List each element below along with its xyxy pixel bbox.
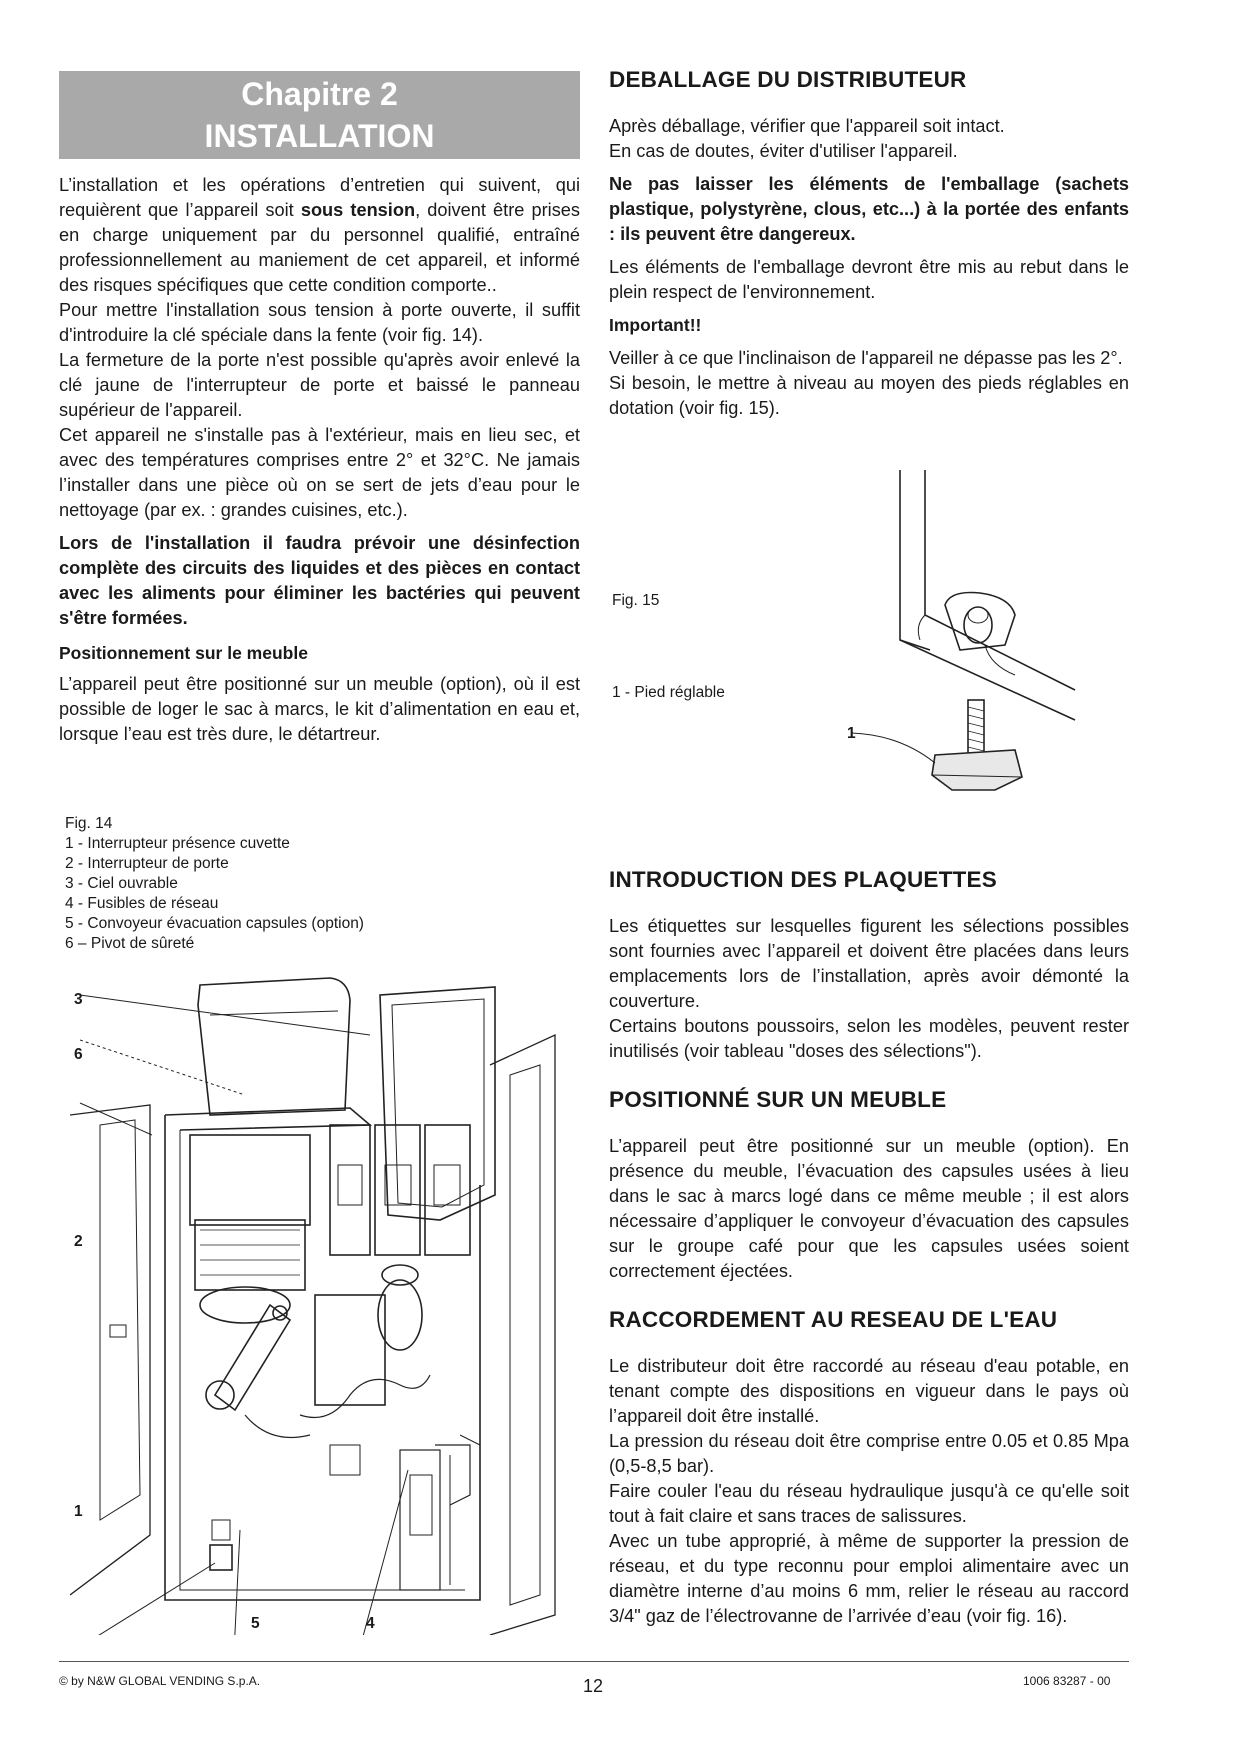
furniture-subheading: Positionnement sur le meuble [59,643,308,663]
chapter-number: Chapitre 2 [241,76,398,112]
intro-bold: sous tension [300,200,416,220]
fig15-caption: Fig. 15 [612,592,660,609]
environment-paragraph: Cet appareil ne s'installe pas à l'extérieur, mais en lieu sec, et avec des températures comprises entre 2° et 32°C. Ne jamais l’installer dans une pièce où on se sert de jets d’eau pour le nettoyage (par ex. : grandes cuisines, etc.). [59,425,580,520]
footer-divider [59,1661,1129,1662]
fig14-item: 4 - Fusibles de réseau [65,895,219,912]
flush-paragraph: Faire couler l'eau du réseau hydraulique jusqu'à ce qu'elle soit tout à fait claire et sans traces de salissures. [609,1481,1129,1526]
fig15-callout: 1 [847,725,856,742]
fig14-item: 5 - Convoyeur évacuation capsules (option) [65,915,364,932]
fig15-legend: 1 - Pied réglable [612,684,725,701]
fig14-callout: 6 [74,1046,83,1063]
left-column [59,71,580,747]
disposal-paragraph: Les éléments de l'emballage devront être mis au rebut dans le plein respect de l'environnement. [609,257,1129,302]
raccordement-heading: RACCORDEMENT AU RESEAU DE L'EAU [609,1307,1058,1332]
fig14-callout: 2 [74,1233,83,1250]
fig14-legend [65,814,364,954]
buttons-paragraph: Certains boutons poussoirs, selon les modèles, peuvent rester inutilisés (voir tableau "doses des sélections"). [609,1016,1129,1061]
plaquettes-paragraph: Les étiquettes sur lesquelles figurent les sélections possibles sont fournies avec l’appareil et doivent être placées dans leurs emplacements lors de l’installation, après avoir démonté la couverture. [609,916,1129,1011]
page-number: 12 [583,1676,604,1696]
fig14-item: 1 - Interrupteur présence cuvette [65,835,290,852]
tube-paragraph: Avec un tube approprié, à même de supporter la pression de réseau, et du type reconnu pour emploi alimentaire avec un diamètre interne d’au moins 6 mm, relier le réseau au raccord 3/4" gaz de l’électrovanne de l’arrivée d’eau (voir fig. 16). [609,1531,1129,1626]
fig14-callout: 1 [74,1503,83,1520]
furniture-paragraph: L’appareil peut être positionné sur un meuble (option), où il est possible de loger le sac à marcs, le kit d’alimentation en eau et, lorsque l’eau est très dure, le détartreur. [59,674,580,744]
raccordement-paragraph-1: Le distributeur doit être raccordé au réseau d'eau potable, en tenant compte des dispositions en vigueur dans le pays où l’appareil doit être installé. [609,1356,1129,1426]
disinfection-warning: Lors de l'installation il faudra prévoir une désinfection complète des circuits des liquides et des pièces en contact avec les aliments pour éliminer les bactéries qui peuvent s'être formées. [59,533,580,628]
intro-text-a: L’installation et les opérations d’entretien qui suivent, qui requièrent que l’appareil soit [59,175,580,220]
tilt-paragraph: Veiller à ce que l'inclinaison de l'appareil ne dépasse pas les 2°. [609,348,1123,368]
fig14-callout: 4 [366,1615,375,1632]
fig14-item: 6 – Pivot de sûreté [65,935,195,952]
right-column-top [609,66,1129,421]
power-paragraph: Pour mettre l'installation sous tension à porte ouverte, il suffit d'introduire la clé spéciale dans la fente (voir fig. 14). [59,300,580,345]
fig14-caption: Fig. 14 [65,815,113,832]
fig14-item: 2 - Interrupteur de porte [65,855,229,872]
footer-docref: 1006 83287 - 00 [1023,1674,1111,1688]
door-paragraph: La fermeture de la porte n'est possible qu'après avoir enlevé la clé jaune de l'interrupteur de porte et baissé le panneau supérieur de l'appareil. [59,350,580,420]
pressure-paragraph: La pression du réseau doit être comprise entre 0.05 et 0.85 Mpa (0,5-8,5 bar). [609,1431,1129,1476]
fig14-callout: 5 [251,1615,260,1632]
footer-copyright: © by N&W GLOBAL VENDING S.p.A. [59,1674,261,1688]
intro-text-b: , doivent être prises en charge uniquement par du personnel qualifié, entraîné professionnellement au maniement de cet appareil, et informé des risques spécifiques que cette condition comporte.. [59,200,580,295]
deballage-line1: Après déballage, vérifier que l'appareil soit intact. [609,116,1005,136]
deballage-heading: DEBALLAGE DU DISTRIBUTEUR [609,67,967,92]
meuble-paragraph: L’appareil peut être positionné sur un meuble (option). En présence du meuble, l’évacuation des capsules usées à lieu dans le sac à marcs logé dans ce même meuble ; il est alors nécessaire d’appliquer le convoyeur d’évacuation des capsules sur le groupe café pour que les capsules usées soient correctement éjectées. [609,1136,1129,1281]
fig14-callout: 3 [74,991,83,1008]
fig14-item: 3 - Ciel ouvrable [65,875,178,892]
right-column-lower [609,866,1129,1629]
packaging-warning: Ne pas laisser les éléments de l'emballage (sachets plastique, polystyrène, clous, etc...) à la portée des enfants : ils peuvent être dangereux. [609,174,1129,244]
fig14-machine-drawing [70,975,560,1635]
chapter-banner [59,71,580,159]
important-label: Important!! [609,315,702,335]
chapter-title: INSTALLATION [204,118,435,154]
plaquettes-heading: INTRODUCTION DES PLAQUETTES [609,867,997,892]
intro-paragraph [59,173,580,298]
meuble-heading: POSITIONNÉ SUR UN MEUBLE [609,1087,947,1112]
fig15-foot-drawing [840,465,1090,800]
level-paragraph: Si besoin, le mettre à niveau au moyen des pieds réglables en dotation (voir fig. 15). [609,373,1129,418]
deballage-line2: En cas de doutes, éviter d'utiliser l'appareil. [609,141,958,161]
